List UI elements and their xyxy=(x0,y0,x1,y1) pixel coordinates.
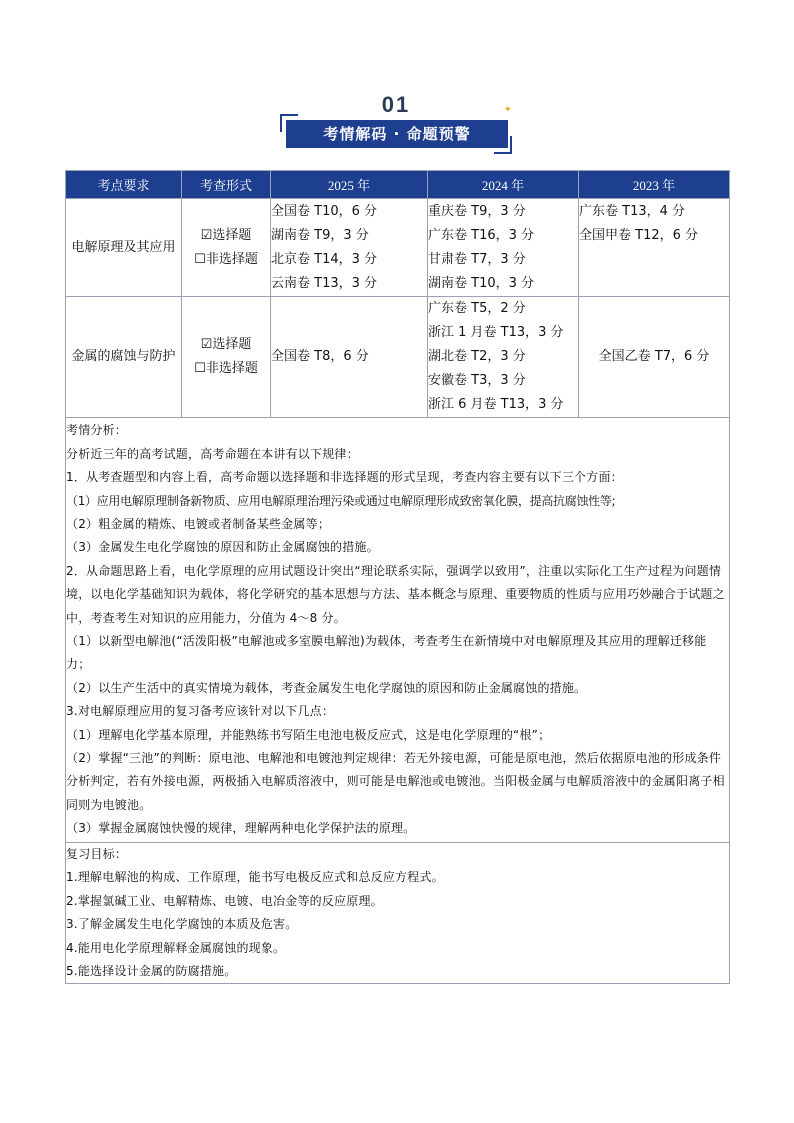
topic-cell: 金属的腐蚀与防护 xyxy=(66,297,182,418)
topic-cell: 电解原理及其应用 xyxy=(66,199,182,297)
analysis-paragraph: （2）掌握“三池”的判断：原电池、电解池和电镀池判定规律：若无外接电源，可能是原电池，然后依据原电池的形成条件分析判定，若有外接电源，两极插入电解质溶液中，则可能是电解池或电镀池。当阳极金属与电解质溶液中的金属阳离子相同则为电镀池。 xyxy=(66,751,725,812)
section-number: 01 xyxy=(381,92,411,117)
goal-item: 4.能用电化学原理解释金属腐蚀的现象。 xyxy=(66,940,286,955)
year-2025-cell xyxy=(271,297,428,418)
banner-corner-decoration xyxy=(494,136,512,154)
header-2023: 2023 年 xyxy=(579,171,730,199)
analysis-heading: 考情分析： xyxy=(66,423,128,438)
form-cell xyxy=(182,297,271,418)
form-option xyxy=(182,357,270,381)
analysis-paragraph: 3.对电解原理应用的复习备考应该针对以下几点： xyxy=(66,704,335,719)
header-topic: 考点要求 xyxy=(66,171,182,199)
exam-item: 广东卷 T16，3 分 xyxy=(428,227,535,243)
exam-item: 全国卷 T10，6 分 xyxy=(271,203,378,219)
analysis-row xyxy=(66,418,730,843)
checked-checkbox-icon: ☑ xyxy=(200,337,213,352)
goal-item: 3.了解金属发生电化学腐蚀的本质及危害。 xyxy=(66,917,298,932)
form-label: 非选择题 xyxy=(205,251,258,267)
exam-item: 云南卷 T13，3 分 xyxy=(271,275,378,291)
exam-item: 甘肃卷 T7，3 分 xyxy=(428,251,526,267)
header-2025: 2025 年 xyxy=(271,171,428,199)
exam-item: 全国乙卷 T7，6 分 xyxy=(598,349,710,364)
table-row xyxy=(66,297,730,418)
checked-checkbox-icon: ☑ xyxy=(200,227,213,243)
exam-item: 全国甲卷 T12，6 分 xyxy=(579,228,699,243)
exam-item: 广东卷 T13，4 分 xyxy=(579,204,686,219)
sparkle-icon: ✦ xyxy=(504,105,512,115)
analysis-paragraph: 1．从考查题型和内容上看，高考命题以选择题和非选择题的形式呈现，考查内容主要有以下三个方面： xyxy=(66,470,623,485)
form-option xyxy=(182,248,270,272)
form-option xyxy=(182,224,270,248)
table-header-row xyxy=(66,171,730,199)
year-2025-cell xyxy=(271,199,428,297)
exam-item: 湖北卷 T2，3 分 xyxy=(428,349,526,364)
form-label: 选择题 xyxy=(212,337,252,352)
analysis-paragraph: 2．从命题思路上看，电化学原理的应用试题设计突出“理论联系实际，强调学以致用”，注重以实际化工生产过程为问题情境，以电化学基础知识为载体，将化学研究的基本思想与方法、基本概念与原理、重要物质的性质与应用巧妙融合于试题之中，考查考生对知识的应用能力，分值为 4～8 分。 xyxy=(66,563,725,625)
exam-item: 浙江 1 月卷 T13，3 分 xyxy=(428,325,564,340)
form-cell xyxy=(182,199,271,297)
goals-cell xyxy=(66,843,730,984)
unchecked-checkbox-icon: ☐ xyxy=(194,361,206,376)
form-label: 非选择题 xyxy=(205,361,258,376)
header-2024: 2024 年 xyxy=(428,171,579,199)
goal-item: 1.理解电解池的构成、工作原理，能书写电极反应式和总反应方程式。 xyxy=(66,870,444,885)
year-2023-cell xyxy=(579,199,730,297)
year-2023-cell xyxy=(579,297,730,418)
exam-analysis-table xyxy=(65,170,730,984)
analysis-paragraph: （1）理解电化学基本原理，并能熟练书写陌生电池电极反应式，这是电化学原理的“根”； xyxy=(66,727,551,742)
exam-item: 重庆卷 T9，3 分 xyxy=(428,203,526,219)
table-row xyxy=(66,199,730,297)
goals-row xyxy=(66,843,730,984)
section-title: 考情解码 · 命题预警 xyxy=(286,120,508,148)
exam-item: 安徽卷 T3，3 分 xyxy=(428,373,526,388)
exam-item: 广东卷 T5，2 分 xyxy=(428,301,526,316)
analysis-paragraph: （2）粗金属的精炼、电镀或者制备某些金属等； xyxy=(66,516,331,531)
exam-item: 湖南卷 T10，3 分 xyxy=(428,275,535,291)
goal-item: 2.掌握氯碱工业、电解精炼、电镀、电冶金等的反应原理。 xyxy=(66,893,383,908)
section-banner xyxy=(280,92,512,154)
analysis-paragraph: （3）金属发生电化学腐蚀的原因和防止金属腐蚀的措施。 xyxy=(66,540,379,555)
goals-heading: 复习目标： xyxy=(66,847,128,861)
analysis-paragraph: （3）掌握金属腐蚀快慢的规律，理解两种电化学保护法的原理。 xyxy=(66,821,416,836)
analysis-paragraph: （1）应用电解原理制备新物质、应用电解原理治理污染或通过电解原理形成致密氧化膜，提高抗腐蚀性等; xyxy=(66,493,616,508)
goal-item: 5.能选择设计金属的防腐措施。 xyxy=(66,964,237,979)
analysis-paragraph: （2）以生产生活中的真实情境为载体，考查金属发生电化学腐蚀的原因和防止金属腐蚀的措施。 xyxy=(66,680,587,695)
exam-item: 浙江 6 月卷 T13，3 分 xyxy=(428,397,564,412)
form-option xyxy=(182,333,270,357)
exam-item: 全国卷 T8，6 分 xyxy=(271,349,369,364)
analysis-paragraph: 分析近三年的高考试题，高考命题在本讲有以下规律： xyxy=(66,446,359,461)
year-2024-cell xyxy=(428,199,579,297)
form-label: 选择题 xyxy=(212,227,252,243)
analysis-paragraph: （1）以新型电解池(“活泼阳极”电解池或多室膜电解池)为载体，考查考生在新情境中对电解原理及其应用的理解迁移能力； xyxy=(66,634,707,672)
analysis-cell xyxy=(66,418,730,843)
exam-item: 湖南卷 T9，3 分 xyxy=(271,227,369,243)
header-form: 考查形式 xyxy=(182,171,271,199)
unchecked-checkbox-icon: ☐ xyxy=(194,251,206,267)
year-2024-cell xyxy=(428,297,579,418)
exam-item: 北京卷 T14，3 分 xyxy=(271,251,378,267)
